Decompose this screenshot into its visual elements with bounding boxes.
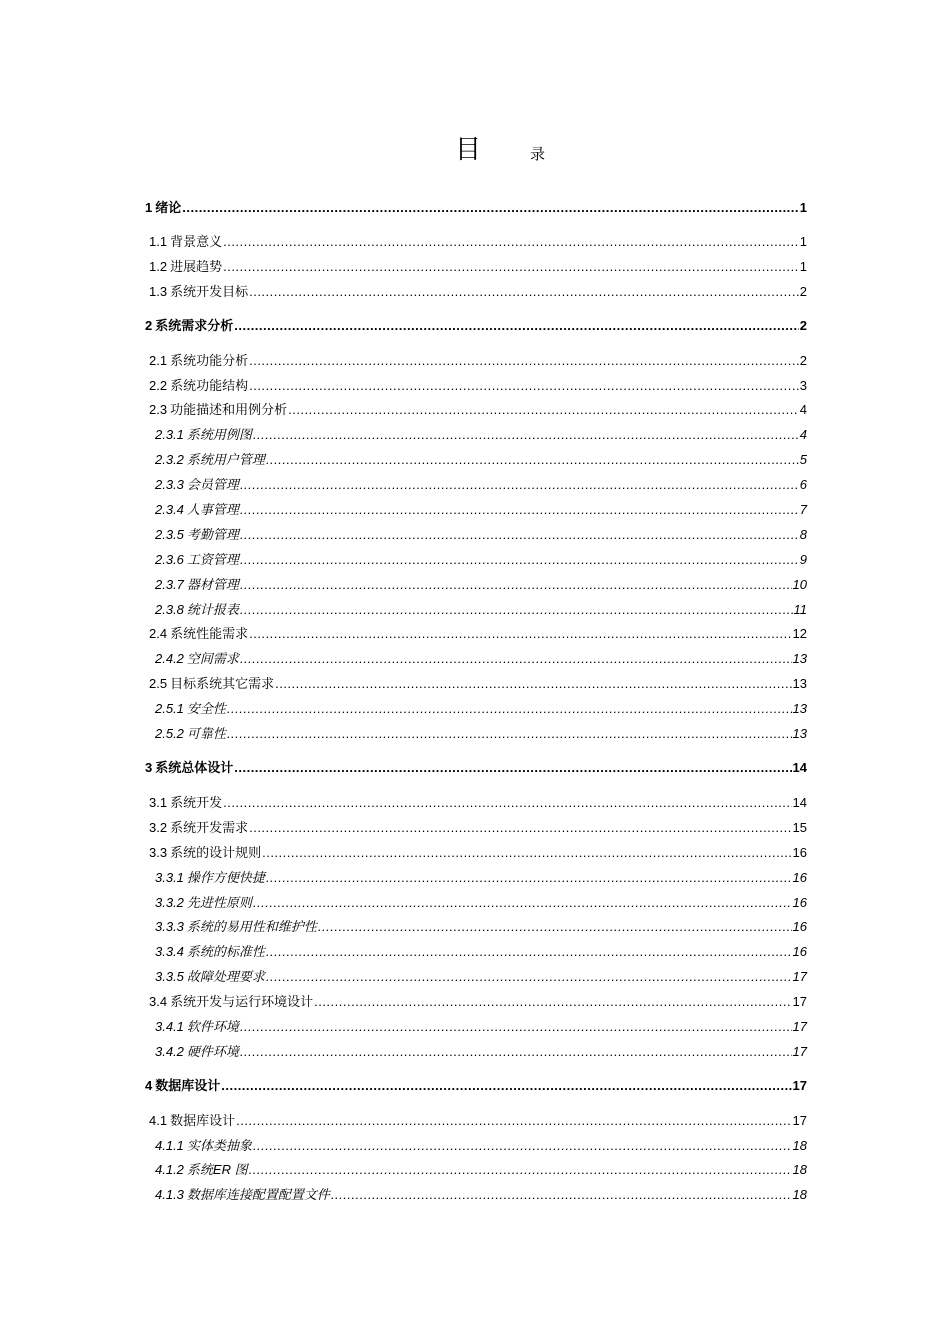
toc-entry-number: 1.1 [149,234,168,249]
toc-dot-leader [249,351,799,371]
toc-entry-page-number: 13 [792,676,807,691]
toc-entry-text: 故障处理要求 [186,969,265,984]
toc-entry-page-number: 18 [792,1162,807,1177]
toc-entry-number: 3.3.4 [155,944,184,959]
toc-entry-2-2[interactable] [149,376,807,396]
toc-dot-leader [249,1160,792,1180]
toc-entry-text: 可靠性 [186,726,226,741]
toc-entry-number: 1 [145,200,153,215]
toc-entry-page-number: 5 [799,452,807,467]
toc-entry-number: 2.5 [149,676,168,691]
toc-entry-number: 3.3.5 [155,969,184,984]
toc-entry-text: 系统功能结构 [170,378,249,393]
toc-entry-2-4[interactable] [149,624,807,644]
toc-dot-leader [266,942,792,962]
toc-entry-text: 实体类抽象 [186,1138,252,1153]
toc-entry-2-3-4[interactable] [155,500,807,520]
toc-dot-leader [223,793,791,813]
toc-entry-text: 系统的易用性和维护性 [186,919,317,934]
toc-dot-leader [266,868,792,888]
toc-entry-2-3-3[interactable] [155,475,807,495]
toc-entry-page-number: 10 [792,577,807,592]
toc-entry-page-number: 17 [792,1044,807,1059]
toc-entry-text: 目标系统其它需求 [170,676,275,691]
toc-entry-page-number: 2 [799,353,807,368]
toc-entry-text: 绪论 [155,200,182,215]
toc-entry-number: 2.3.2 [155,452,184,467]
toc-dot-leader [331,1185,792,1205]
toc-entry-text: 数据库设计 [155,1078,221,1093]
toc-entry-3-3-1[interactable] [155,868,807,888]
toc-entry-page-number: 17 [792,1019,807,1034]
toc-entry-number: 3.4.2 [155,1044,184,1059]
toc-entry-text: 背景意义 [170,234,223,249]
toc-entry-text: 系统ER 图 [186,1162,248,1177]
toc-entry-4-1[interactable] [149,1111,807,1131]
toc-entry-page-number: 2 [799,318,807,333]
toc-entry-number: 3.4 [149,994,168,1009]
toc-entry-page-number: 1 [799,259,807,274]
toc-dot-leader [240,500,799,520]
toc-entry-1[interactable] [145,198,807,218]
toc-entry-page-number: 4 [799,427,807,442]
toc-dot-leader [240,525,799,545]
toc-dot-leader [275,674,791,694]
toc-dot-leader [249,282,799,302]
toc-entry-page-number: 9 [799,552,807,567]
toc-entry-page-number: 15 [792,820,807,835]
toc-entry-number: 2.3.7 [155,577,184,592]
toc-dot-leader [240,550,799,570]
toc-dot-leader [236,1111,791,1131]
toc-entry-number: 4.1.1 [155,1138,184,1153]
toc-dot-leader [240,475,799,495]
toc-entry-number: 4.1 [149,1113,168,1128]
toc-entry-1-3[interactable] [149,282,807,302]
toc-entry-text: 系统开发目标 [170,284,249,299]
toc-entry-number: 3.3.1 [155,870,184,885]
toc-entry-number: 2.5.2 [155,726,184,741]
toc-entry-page-number: 17 [792,994,807,1009]
toc-entry-3-4-1[interactable] [155,1017,807,1037]
toc-entry-page-number: 16 [792,919,807,934]
toc-entry-text: 系统的标准性 [186,944,265,959]
toc-entry-text: 系统的设计规则 [170,845,262,860]
toc-entry-4-1-2[interactable] [155,1160,807,1180]
toc-dot-leader [249,624,791,644]
toc-entry-text: 进展趋势 [170,259,223,274]
toc-entry-1-2[interactable] [149,257,807,277]
toc-entry-text: 系统开发需求 [170,820,249,835]
toc-entry-text: 系统功能分析 [170,353,249,368]
toc-entry-2-5[interactable] [149,674,807,694]
toc-entry-3-3[interactable] [149,843,807,863]
toc-dot-leader [223,232,799,252]
toc-entry-text: 数据库连接配置配置文件 [186,1187,330,1202]
toc-entry-2-3-8[interactable] [155,600,807,620]
toc-entry-text: 先进性原则 [186,895,252,910]
toc-entry-number: 2.3.1 [155,427,184,442]
toc-entry-3-4-2[interactable] [155,1042,807,1062]
toc-entry-page-number: 1 [799,234,807,249]
toc-entry-number: 2.3.4 [155,502,184,517]
toc-dot-leader [288,400,799,420]
toc-entry-1-1[interactable] [149,232,807,252]
toc-entry-4-1-3[interactable] [155,1185,807,1205]
toc-entry-2-3-5[interactable] [155,525,807,545]
toc-entry-3-1[interactable] [149,793,807,813]
toc-entry-page-number: 8 [799,527,807,542]
toc-entry-page-number: 12 [792,626,807,641]
toc-entry-text: 空间需求 [186,651,239,666]
toc-entry-text: 系统性能需求 [170,626,249,641]
toc-entry-2-1[interactable] [149,351,807,371]
toc-entry-number: 4 [145,1078,153,1093]
toc-entry-page-number: 14 [792,760,807,775]
toc-entry-2-5-1[interactable] [155,699,807,719]
toc-entry-number: 1.2 [149,259,168,274]
toc-entry-text: 系统用例图 [186,427,252,442]
toc-dot-leader [266,967,792,987]
toc-entry-4[interactable] [145,1076,807,1096]
toc-entry-page-number: 17 [792,1078,807,1093]
toc-entry-text: 功能描述和用例分析 [170,402,288,417]
toc-entry-text: 会员管理 [186,477,239,492]
toc-entry-text: 数据库设计 [170,1113,236,1128]
toc-entry-text: 系统开发与运行环境设计 [170,994,314,1009]
toc-entry-2-4-2[interactable] [155,649,807,669]
toc-entry-number: 2.3.5 [155,527,184,542]
toc-dot-leader [262,843,791,863]
toc-entry-2-3-1[interactable] [155,425,807,445]
toc-dot-leader [227,699,792,719]
toc-title [0,133,950,169]
toc-entry-3-4[interactable] [149,992,807,1012]
toc-entry-number: 2.3 [149,402,168,417]
toc-entry-page-number: 14 [792,795,807,810]
toc-title-char-2: 录 [530,145,546,163]
toc-entry-number: 2.3.8 [155,602,184,617]
toc-entry-3-3-4[interactable] [155,942,807,962]
toc-entry-text: 考勤管理 [186,527,239,542]
toc-entry-page-number: 2 [799,284,807,299]
toc-entry-text: 统计报表 [186,602,239,617]
toc-entry-number: 2.4 [149,626,168,641]
toc-entry-text: 器材管理 [186,577,239,592]
toc-entry-text: 系统用户管理 [186,452,265,467]
toc-entry-text: 系统总体设计 [155,760,234,775]
toc-entry-2-3-6[interactable] [155,550,807,570]
toc-entry-page-number: 17 [792,1113,807,1128]
toc-entry-page-number: 16 [792,944,807,959]
toc-entry-number: 2.3.3 [155,477,184,492]
toc-entry-page-number: 4 [799,402,807,417]
toc-entry-page-number: 17 [792,969,807,984]
toc-entry-2-3-2[interactable] [155,450,807,470]
toc-dot-leader [249,818,791,838]
toc-dot-leader [234,758,791,778]
toc-entry-text: 软件环境 [186,1019,239,1034]
toc-entry-4-1-1[interactable] [155,1136,807,1156]
toc-entry-text: 系统需求分析 [155,318,234,333]
toc-entry-number: 2.3.6 [155,552,184,567]
toc-entry-3-3-2[interactable] [155,893,807,913]
toc-entry-page-number: 11 [793,602,807,617]
toc-entry-page-number: 16 [792,895,807,910]
toc-dot-leader [227,724,792,744]
toc-entry-number: 4.1.2 [155,1162,184,1177]
toc-dot-leader [253,1136,792,1156]
toc-entry-number: 2.2 [149,378,168,393]
toc-dot-leader [249,376,799,396]
toc-entry-page-number: 13 [792,651,807,666]
toc-entry-number: 2.4.2 [155,651,184,666]
toc-entry-text: 硬件环境 [186,1044,239,1059]
toc-entry-page-number: 18 [792,1138,807,1153]
toc-entry-number: 3.3.2 [155,895,184,910]
toc-dot-leader [253,893,792,913]
toc-entry-page-number: 13 [792,726,807,741]
toc-title-char-1: 目 [455,135,482,165]
toc-entry-3-2[interactable] [149,818,807,838]
toc-entry-number: 2 [145,318,153,333]
toc-entry-page-number: 16 [792,845,807,860]
toc-entry-number: 3 [145,760,153,775]
toc-dot-leader [240,1017,792,1037]
toc-entry-number: 2.1 [149,353,168,368]
toc-entry-2-3-7[interactable] [155,575,807,595]
toc-entry-text: 系统开发 [170,795,223,810]
toc-entry-text: 安全性 [186,701,226,716]
toc-entry-number: 1.3 [149,284,168,299]
toc-entry-page-number: 16 [792,870,807,885]
toc-dot-leader [223,257,799,277]
toc-dot-leader [253,425,799,445]
toc-dot-leader [234,316,799,336]
toc-entry-3-3-3[interactable] [155,917,807,937]
toc-entry-number: 3.1 [149,795,168,810]
toc-dot-leader [240,649,792,669]
toc-entry-number: 3.4.1 [155,1019,184,1034]
toc-entry-number: 3.3 [149,845,168,860]
toc-entry-2-3[interactable] [149,400,807,420]
toc-entry-page-number: 13 [792,701,807,716]
toc-entry-page-number: 18 [792,1187,807,1202]
toc-entry-2-5-2[interactable] [155,724,807,744]
toc-dot-leader [266,450,799,470]
toc-dot-leader [221,1076,791,1096]
toc-entry-number: 3.2 [149,820,168,835]
toc-entry-3[interactable] [145,758,807,778]
toc-dot-leader [182,198,799,218]
toc-dot-leader [318,917,792,937]
toc-entry-text: 人事管理 [186,502,239,517]
toc-entry-number: 3.3.3 [155,919,184,934]
toc-entry-page-number: 7 [799,502,807,517]
toc-dot-leader [314,992,791,1012]
toc-entry-page-number: 6 [799,477,807,492]
toc-entry-page-number: 3 [799,378,807,393]
toc-entry-3-3-5[interactable] [155,967,807,987]
toc-entry-page-number: 1 [799,200,807,215]
toc-dot-leader [240,600,793,620]
toc-entry-number: 2.5.1 [155,701,184,716]
toc-entry-text: 操作方便快捷 [186,870,265,885]
toc-entry-text: 工资管理 [186,552,239,567]
toc-entry-number: 4.1.3 [155,1187,184,1202]
toc-dot-leader [240,1042,792,1062]
toc-entry-2[interactable] [145,316,807,336]
toc-dot-leader [240,575,792,595]
